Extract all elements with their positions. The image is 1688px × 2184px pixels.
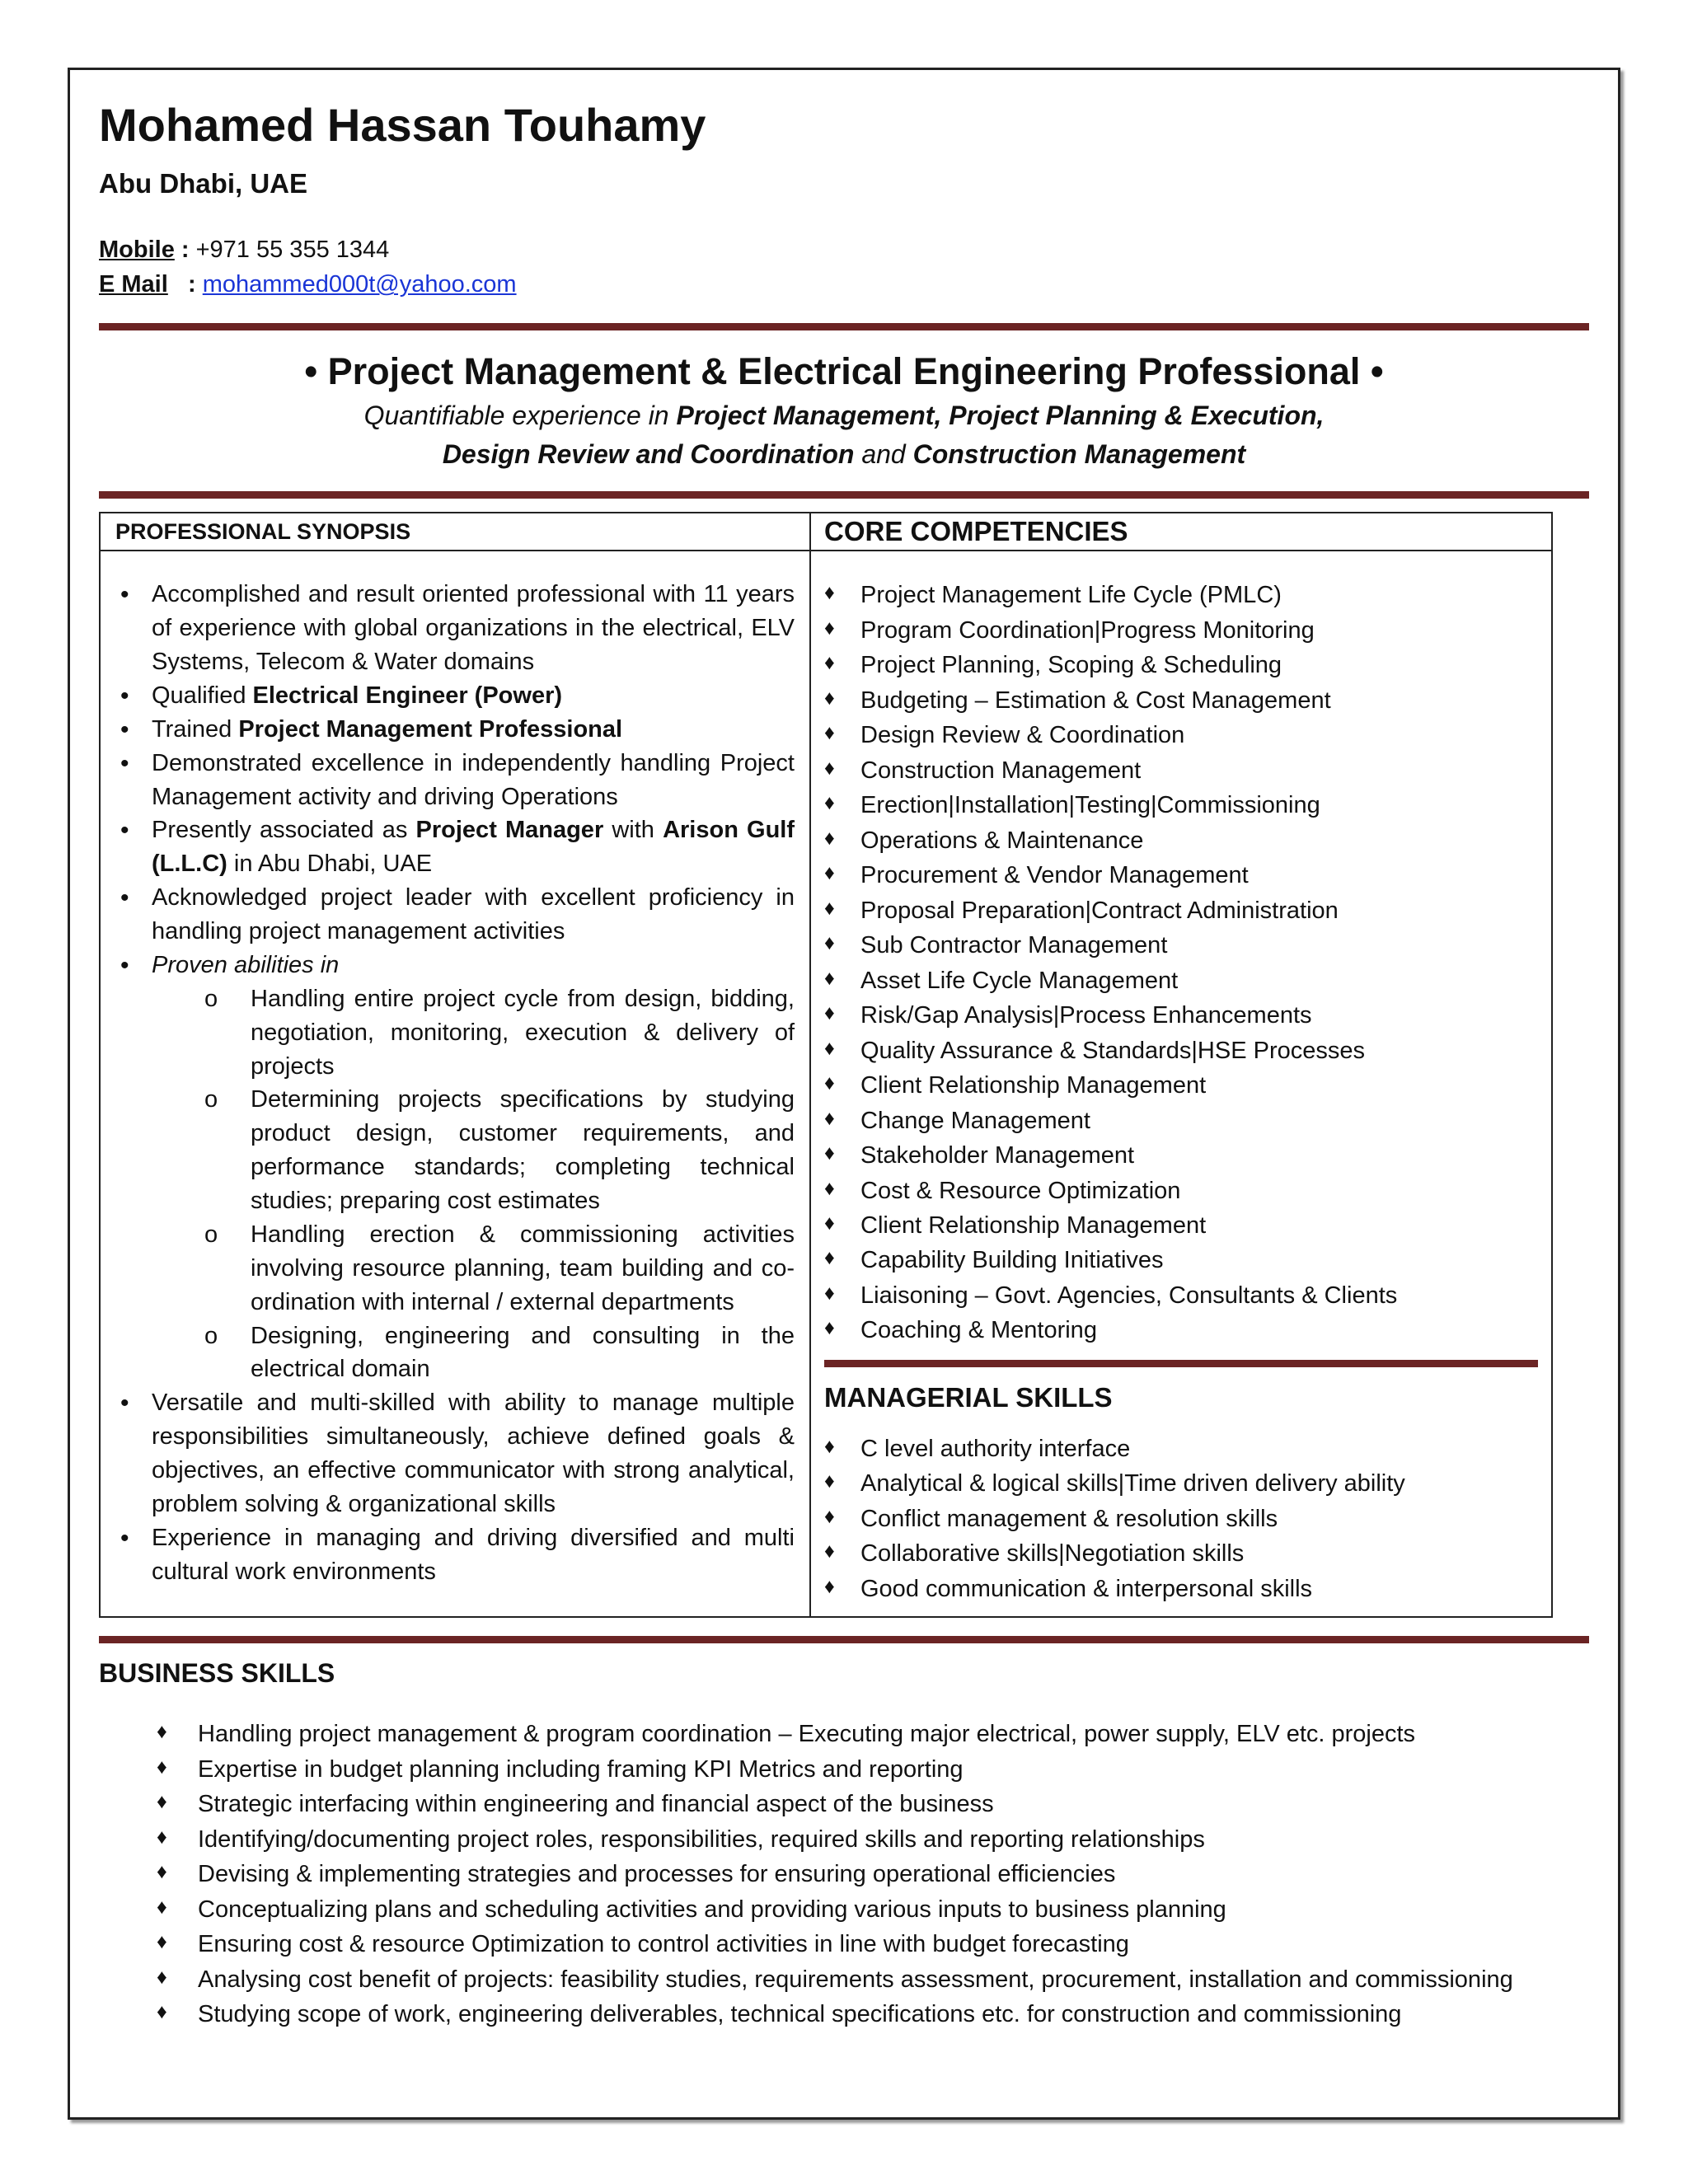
competency-item: ♦ Change Management [824, 1104, 1540, 1138]
item-bold: Arison Gulf (L.L.C) [152, 817, 795, 878]
mobile-label: Mobile [99, 237, 175, 264]
tagline-bold: Construction Management [912, 438, 1246, 469]
tagline-line-1 [99, 396, 1589, 434]
sub-list-item: o Determining projects specifications by studying product design, customer requirements, and performance standards; completing technical studies; preparing cost estimates [152, 1083, 795, 1218]
competency-item: ♦ Liaisoning – Govt. Agencies, Consultants & Clients [824, 1278, 1540, 1313]
synopsis-column [101, 513, 811, 1616]
email-label: E Mail [99, 271, 168, 298]
sub-list-item: o Designing, engineering and consulting in the electrical domain [152, 1319, 795, 1387]
competency-item: ♦ Risk/Gap Analysis|Process Enhancements [824, 998, 1540, 1033]
competency-item: ♦ Stakeholder Management [824, 1138, 1540, 1173]
divider-rule [99, 491, 1589, 499]
skill-item: ♦ Studying scope of work, engineering deliverables, technical specifications etc. for construction and commissioning [157, 1997, 1531, 2032]
skill-item: ♦ Good communication & interpersonal skills [824, 1572, 1540, 1606]
divider-rule [99, 323, 1589, 330]
headline-title: • Project Management & Electrical Engineering Professional • [304, 350, 1384, 393]
mobile-row [99, 232, 1589, 267]
item-text: in Abu Dhabi, UAE [227, 851, 433, 878]
competency-item: ♦ Project Management Life Cycle (PMLC) [824, 578, 1540, 612]
competency-item: ♦ Client Relationship Management [824, 1208, 1540, 1243]
competency-item: ♦ Coaching & Mentoring [824, 1313, 1540, 1347]
competency-item: ♦ Procurement & Vendor Management [824, 858, 1540, 893]
contact-block [99, 232, 1589, 302]
competency-item: ♦ Operations & Maintenance [824, 823, 1540, 858]
competency-item: ♦ Project Planning, Scoping & Scheduling [824, 648, 1540, 682]
competency-item: ♦ Client Relationship Management [824, 1068, 1540, 1103]
mobile-value: +971 55 355 1344 [189, 237, 390, 264]
tagline-text: Quantifiable experience in [363, 401, 677, 431]
sub-list [152, 982, 795, 1387]
list-item: • Acknowledged project leader with excellent proficiency in handling project management activities [114, 881, 795, 949]
mobile-separator: : [174, 237, 190, 264]
list-item: • Demonstrated excellence in independently handling Project Management activity and driving Operations [114, 747, 795, 814]
competency-item: ♦ Quality Assurance & Standards|HSE Processes [824, 1033, 1540, 1068]
item-bold: Project Management Professional [238, 715, 623, 743]
competencies-column [811, 513, 1551, 1616]
item-text: Presently associated as [152, 817, 416, 844]
competency-item: ♦ Budgeting – Estimation & Cost Management [824, 683, 1540, 718]
sub-list-item: o Handling erection & commissioning activities involving resource planning, team building and co-ordination with internal / external departments [152, 1218, 795, 1319]
skill-item: ♦ Identifying/documenting project roles, responsibilities, required skills and reporting relationships [157, 1822, 1531, 1857]
item-bold: Project Manager [415, 817, 604, 844]
core-competencies-heading: CORE COMPETENCIES [811, 513, 1551, 551]
list-item [114, 679, 795, 713]
resume-content [99, 99, 1589, 2032]
skill-item: ♦ Conflict management & resolution skills [824, 1502, 1540, 1536]
item-text: with [603, 817, 663, 844]
list-item [114, 813, 795, 881]
candidate-name: Mohamed Hassan Touhamy [99, 99, 706, 151]
divider-rule [824, 1360, 1538, 1367]
competency-item: ♦ Design Review & Coordination [824, 718, 1540, 752]
item-text: Trained [152, 715, 239, 743]
competency-item: ♦ Capability Building Initiatives [824, 1243, 1540, 1277]
synopsis-list [101, 551, 809, 1598]
skill-item: ♦ Ensuring cost & resource Optimization to control activities in line with budget forecasting [157, 1927, 1531, 1961]
synopsis-heading: PROFESSIONAL SYNOPSIS [101, 513, 809, 551]
list-item: • Accomplished and result oriented professional with 11 years of experience with global organizations in the electrical, ELV Systems, Telecom & Water domains [114, 578, 795, 679]
skill-item: ♦ Analysing cost benefit of projects: feasibility studies, requirements assessment, procurement, installation and commissioning [157, 1962, 1531, 1997]
managerial-skills-heading: MANAGERIAL SKILLS [824, 1381, 1113, 1413]
email-separator: : [167, 271, 196, 298]
item-text: Qualified [152, 682, 253, 709]
item-bold: Electrical Engineer (Power) [252, 682, 563, 709]
skill-item: ♦ Devising & implementing strategies and processes for ensuring operational efficiencies [157, 1857, 1531, 1891]
competency-item: ♦ Construction Management [824, 753, 1540, 788]
business-skills-heading: BUSINESS SKILLS [99, 1658, 335, 1689]
skill-item: ♦ C level authority interface [824, 1432, 1540, 1466]
list-item [114, 949, 795, 1386]
business-skills-list [99, 1689, 1531, 2032]
email-row [99, 267, 1589, 302]
skill-item: ♦ Expertise in budget planning including framing KPI Metrics and reporting [157, 1752, 1531, 1787]
managerial-skills-list [811, 1413, 1551, 1616]
competency-item: ♦ Sub Contractor Management [824, 928, 1540, 963]
list-item: • Experience in managing and driving diversified and multi cultural work environments [114, 1521, 795, 1589]
headline-tagline [99, 396, 1589, 473]
email-link[interactable]: mohammed000t@yahoo.com [202, 271, 517, 298]
competency-item: ♦ Erection|Installation|Testing|Commissioning [824, 788, 1540, 823]
item-text: Proven abilities in [152, 951, 340, 978]
tagline-bold: Project Management, Project Planning & Execution, [676, 401, 1325, 431]
tagline-bold: Design Review and Coordination [442, 438, 855, 469]
skill-item: ♦ Analytical & logical skills|Time driven delivery ability [824, 1466, 1540, 1501]
synopsis-competencies-table [99, 512, 1553, 1618]
tagline-text: and [854, 438, 913, 469]
competency-item: ♦ Cost & Resource Optimization [824, 1174, 1540, 1208]
core-competencies-list [811, 551, 1551, 1348]
skill-item: ♦ Collaborative skills|Negotiation skills [824, 1536, 1540, 1571]
divider-rule [99, 1636, 1589, 1643]
skill-item: ♦ Strategic interfacing within engineering and financial aspect of the business [157, 1787, 1531, 1821]
skill-item: ♦ Conceptualizing plans and scheduling activities and providing various inputs to business planning [157, 1892, 1531, 1927]
skill-item: ♦ Handling project management & program coordination – Executing major electrical, power supply, ELV etc. projects [157, 1717, 1531, 1751]
competency-item: ♦ Program Coordination|Progress Monitoring [824, 613, 1540, 648]
sub-list-item: o Handling entire project cycle from design, bidding, negotiation, monitoring, execution & delivery of projects [152, 982, 795, 1084]
list-item [114, 713, 795, 747]
competency-item: ♦ Asset Life Cycle Management [824, 963, 1540, 998]
tagline-line-2 [99, 435, 1589, 473]
list-item: • Versatile and multi-skilled with ability to manage multiple responsibilities simultaneously, achieve defined goals & objectives, an effective communicator with strong analytical, problem solving & organizational skills [114, 1386, 795, 1521]
competency-item: ♦ Proposal Preparation|Contract Administration [824, 893, 1540, 928]
candidate-location: Abu Dhabi, UAE [99, 168, 307, 199]
